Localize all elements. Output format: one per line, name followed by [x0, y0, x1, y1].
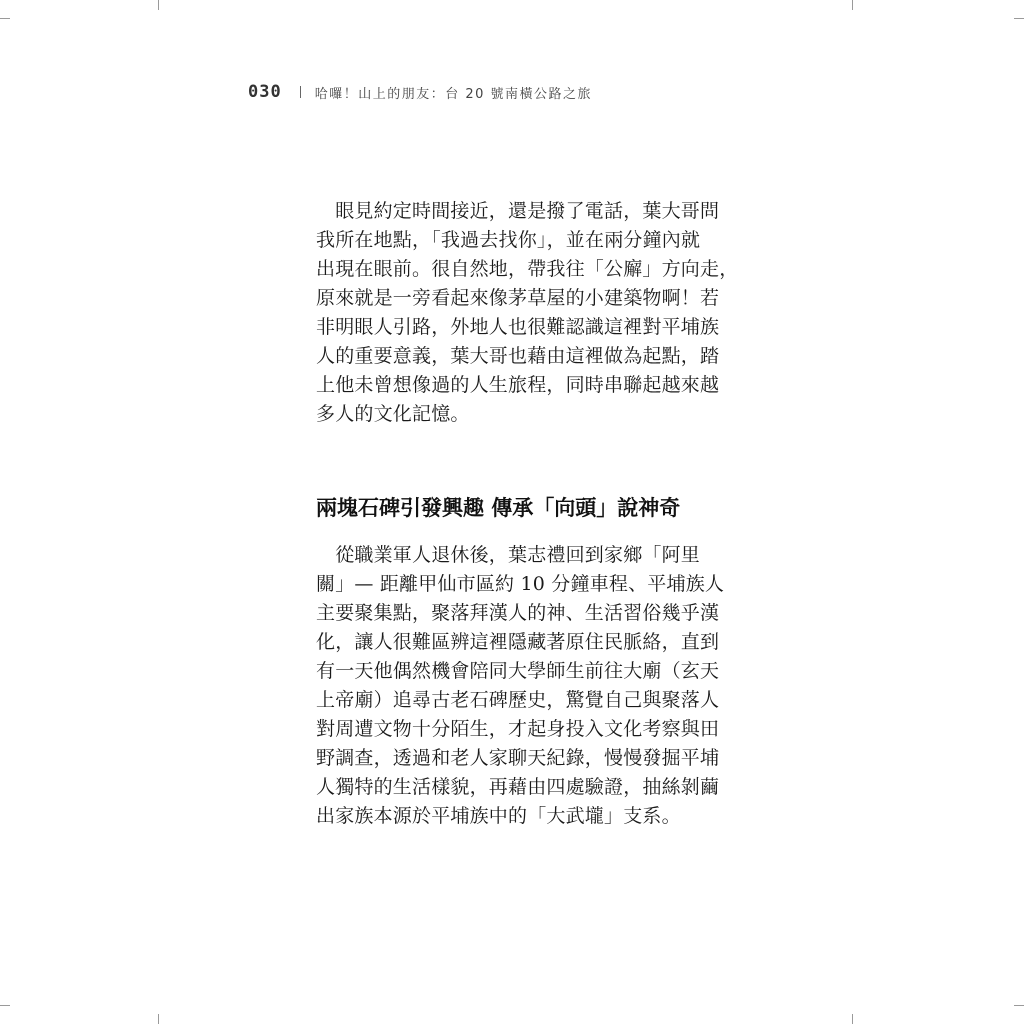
text-line: 我所在地點，「我過去找你」，並在兩分鐘內就 [316, 229, 701, 251]
text-line: 原來就是一旁看起來像茅草屋的小建築物啊！若 [316, 287, 720, 309]
text-line: 出家族本源於平埔族中的「大武壠」支系。 [316, 805, 681, 827]
text-line: 上帝廟）追尋古老石碑歷史，驚覺自己與聚落人 [316, 689, 720, 711]
page-number: 030 [248, 82, 282, 102]
text-line: 從職業軍人退休後，葉志禮回到家鄉「阿里 [316, 544, 701, 566]
text-line: 人獨特的生活樣貌，再藉由四處驗證，抽絲剝繭 [316, 776, 720, 798]
body-paragraph-2 [316, 541, 726, 831]
text-line: 眼見約定時間接近，還是撥了電話，葉大哥問 [316, 200, 720, 222]
text-line: 對周遭文物十分陌生，才起身投入文化考察與田 [316, 718, 720, 740]
text-line: 有一天他偶然機會陪同大學師生前往大廟（玄天 [316, 660, 720, 682]
section-heading: 兩塊石碑引發興趣 傳承「向頭」說神奇 [316, 496, 681, 520]
crop-mark-right-top [1014, 18, 1024, 19]
crop-mark-top-right [852, 0, 853, 10]
text-line: 非明眼人引路，外地人也很難認識這裡對平埔族 [316, 316, 720, 338]
text-line: 主要聚集點，聚落拜漢人的神、生活習俗幾乎漢 [316, 602, 720, 624]
text-line: 上他未曾想像過的人生旅程，同時串聯起越來越 [316, 374, 720, 396]
body-paragraph-1 [316, 197, 739, 429]
text-line: 多人的文化記憶。 [316, 403, 470, 425]
crop-mark-bottom-right [852, 1014, 853, 1024]
crop-mark-top-left [158, 0, 159, 10]
crop-mark-left-bottom [0, 1005, 10, 1006]
text-line: 人的重要意義，葉大哥也藉由這裡做為起點，踏 [316, 345, 720, 367]
running-head [248, 80, 592, 104]
text-line: 關」— 距離甲仙市區約 10 分鐘車程、平埔族人 [316, 573, 725, 595]
crop-mark-left-top [0, 18, 10, 19]
header-separator [300, 86, 301, 98]
text-line: 化，讓人很難區辨這裡隱藏著原住民脈絡，直到 [316, 631, 720, 653]
crop-mark-right-bottom [1014, 1005, 1024, 1006]
text-line: 出現在眼前。很自然地，帶我往「公廨」方向走， [316, 258, 739, 280]
book-title: 哈囉！山上的朋友：台 20 號南橫公路之旅 [314, 86, 593, 102]
crop-mark-bottom-left [158, 1014, 159, 1024]
text-line: 野調查，透過和老人家聊天紀錄，慢慢發掘平埔 [316, 747, 720, 769]
